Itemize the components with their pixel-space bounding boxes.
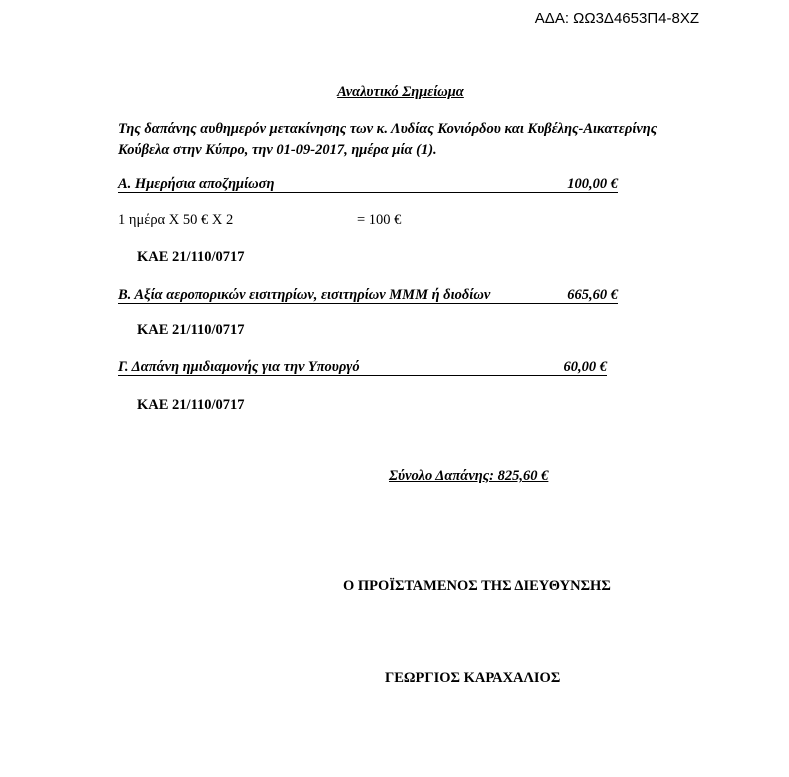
section-c-amount: 60,00 €: [563, 359, 607, 375]
section-a-kae: ΚΑΕ 21/110/0717: [137, 249, 245, 265]
document-title-text: Αναλυτικό Σημείωμα: [337, 84, 464, 100]
total-expense: Σύνολο Δαπάνης: 825,60 €: [389, 468, 549, 484]
signature-name: ΓΕΩΡΓΙΟΣ ΚΑΡΑΧΑΛΙΟΣ: [385, 670, 561, 686]
section-c-label: Γ. Δαπάνη ημιδιαμονής για την Υπουργό: [118, 359, 360, 375]
section-a-calc-right: = 100 €: [357, 212, 402, 228]
section-c-kae: ΚΑΕ 21/110/0717: [137, 397, 245, 413]
section-b-header: [118, 287, 618, 304]
section-a-header: [118, 176, 618, 193]
section-a-amount: 100,00 €: [567, 176, 618, 192]
section-a-calc-left: 1 ημέρα Χ 50 € Χ 2: [118, 212, 234, 228]
section-b-amount: 665,60 €: [567, 287, 618, 303]
document-subject: Της δαπάνης αυθημερόν μετακίνησης των κ. Λυδίας Κονιόρδου και Κυβέλης-Αικατερίνης Κούβελα στην Κύπρο, την 01-09-2017, ημέρα μία (1).: [118, 121, 658, 158]
document-title: [0, 84, 789, 101]
ada-code: ΑΔΑ: ΩΩ3Δ4653Π4-8ΧΖ: [534, 10, 699, 27]
signature-role: Ο ΠΡΟΪΣΤΑΜΕΝΟΣ ΤΗΣ ΔΙΕΥΘΥΝΣΗΣ: [343, 578, 611, 594]
section-b-kae: ΚΑΕ 21/110/0717: [137, 322, 245, 338]
section-c-header: [118, 359, 607, 376]
section-b-label: Β. Αξία αεροπορικών εισιτηρίων, εισιτηρίων ΜΜΜ ή διοδίων: [118, 287, 491, 303]
section-a-label: Α. Ημερήσια αποζημίωση: [118, 176, 275, 192]
